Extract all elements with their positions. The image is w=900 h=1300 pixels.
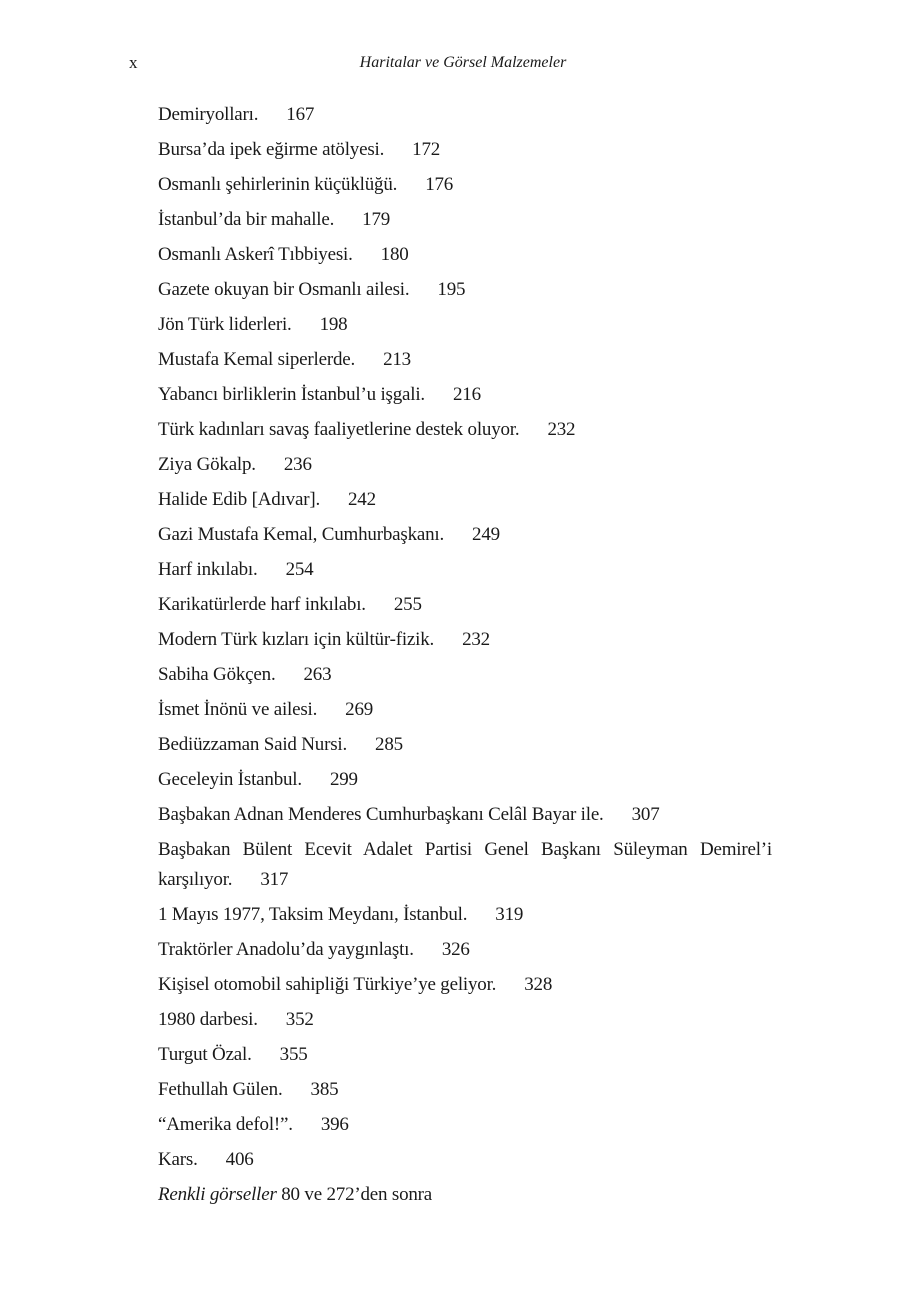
entry-caption: İstanbul’da bir mahalle. xyxy=(158,209,335,230)
list-item xyxy=(158,1075,772,1110)
color-plates-pages: 80 ve 272’den sonra xyxy=(276,1184,433,1205)
entry-caption: Mustafa Kemal siperlerde. xyxy=(158,349,356,370)
list-item xyxy=(158,900,772,935)
entry-caption: 1980 darbesi. xyxy=(158,1009,258,1030)
entry-page-number: 176 xyxy=(425,174,454,195)
entry-page-number: 319 xyxy=(495,904,524,925)
entry-page-number: 352 xyxy=(285,1009,314,1030)
entry-caption: Başbakan Bülent Ecevit Adalet Partisi Genel Başkanı Süleyman Demirel’i karşılıyor. xyxy=(158,839,772,890)
entry-caption: Traktörler Anadolu’da yaygınlaştı. xyxy=(158,939,414,960)
entry-caption: Kars. xyxy=(158,1149,198,1170)
list-item xyxy=(158,485,772,520)
entry-page-number: 317 xyxy=(260,869,289,890)
list-item xyxy=(158,520,772,555)
list-item xyxy=(158,275,772,310)
entry-caption: Kişisel otomobil sahipliği Türkiye’ye geliyor. xyxy=(158,974,497,995)
entry-page-number: 195 xyxy=(437,279,466,300)
list-item xyxy=(158,590,772,625)
list-item xyxy=(158,765,772,800)
list-item xyxy=(158,625,772,660)
list-item xyxy=(158,240,772,275)
entry-page-number: 179 xyxy=(362,209,391,230)
entry-caption: Bediüzzaman Said Nursi. xyxy=(158,734,348,755)
entry-caption: Fethullah Gülen. xyxy=(158,1079,283,1100)
color-plates-note xyxy=(158,1180,772,1215)
entry-page-number: 172 xyxy=(412,139,441,160)
entry-page-number: 242 xyxy=(348,489,376,510)
entry-page-number: 216 xyxy=(452,384,481,405)
entry-caption: Jön Türk liderleri. xyxy=(158,314,292,335)
entry-page-number: 307 xyxy=(631,804,660,825)
list-item xyxy=(158,695,772,730)
list-item xyxy=(158,935,772,970)
entry-page-number: 232 xyxy=(462,629,490,650)
entry-caption: Demiryolları. xyxy=(158,104,259,125)
entry-page-number: 355 xyxy=(279,1044,308,1065)
entry-page-number: 232 xyxy=(547,419,576,440)
entry-caption: Karikatürlerde harf inkılabı. xyxy=(158,594,366,615)
list-item xyxy=(158,170,772,205)
list-item xyxy=(158,1005,772,1040)
entry-caption: Sabiha Gökçen. xyxy=(158,664,276,685)
list-item xyxy=(158,450,772,485)
entry-page-number: 236 xyxy=(283,454,312,475)
entry-page-number: 385 xyxy=(310,1079,339,1100)
entry-page-number: 285 xyxy=(375,734,403,755)
list-item xyxy=(158,380,772,415)
entry-caption: Türk kadınları savaş faaliyetlerine destek oluyor. xyxy=(158,419,520,440)
entry-page-number: 213 xyxy=(383,349,411,370)
list-item xyxy=(158,415,772,450)
color-plates-label: Renkli görseller xyxy=(158,1184,277,1205)
entry-page-number: 299 xyxy=(329,769,358,790)
list-item xyxy=(158,835,772,900)
entry-caption: Yabancı birliklerin İstanbul’u işgali. xyxy=(158,384,425,405)
list-item xyxy=(158,1110,772,1145)
entry-page-number: 198 xyxy=(319,314,348,335)
entry-page-number: 326 xyxy=(441,939,470,960)
list-item xyxy=(158,730,772,765)
list-of-illustrations xyxy=(158,100,772,1215)
entry-caption: Turgut Özal. xyxy=(158,1044,252,1065)
entry-caption: “Amerika defol!”. xyxy=(158,1114,293,1135)
page-number: x xyxy=(129,53,138,72)
list-item xyxy=(158,100,772,135)
entry-caption: Bursa’da ipek eğirme atölyesi. xyxy=(158,139,385,160)
list-item xyxy=(158,205,772,240)
list-item xyxy=(158,135,772,170)
entry-caption: Geceleyin İstanbul. xyxy=(158,769,302,790)
entry-page-number: 167 xyxy=(286,104,315,125)
entry-page-number: 249 xyxy=(472,524,500,545)
entry-page-number: 328 xyxy=(524,974,553,995)
list-item xyxy=(158,970,772,1005)
entry-caption: Ziya Gökalp. xyxy=(158,454,256,475)
entry-page-number: 263 xyxy=(303,664,332,685)
entry-caption: İsmet İnönü ve ailesi. xyxy=(158,699,318,720)
list-item xyxy=(158,800,772,835)
list-item xyxy=(158,555,772,590)
entry-page-number: 254 xyxy=(285,559,314,580)
entry-caption: Osmanlı şehirlerinin küçüklüğü. xyxy=(158,174,398,195)
running-head-title: Haritalar ve Görsel Malzemeler xyxy=(359,54,567,71)
list-item xyxy=(158,1145,772,1180)
entry-page-number: 255 xyxy=(393,594,422,615)
list-item xyxy=(158,345,772,380)
entry-caption: Halide Edib [Adıvar]. xyxy=(158,489,320,510)
entry-caption: 1 Mayıs 1977, Taksim Meydanı, İstanbul. xyxy=(158,904,468,925)
entry-caption: Başbakan Adnan Menderes Cumhurbaşkanı Celâl Bayar ile. xyxy=(158,804,604,825)
entry-caption: Osmanlı Askerî Tıbbiyesi. xyxy=(158,244,353,265)
list-item xyxy=(158,310,772,345)
entry-caption: Modern Türk kızları için kültür-fizik. xyxy=(158,629,435,650)
list-item xyxy=(158,660,772,695)
entry-page-number: 180 xyxy=(380,244,409,265)
entry-caption: Harf inkılabı. xyxy=(158,559,258,580)
entry-caption: Gazete okuyan bir Osmanlı ailesi. xyxy=(158,279,410,300)
entry-caption: Gazi Mustafa Kemal, Cumhurbaşkanı. xyxy=(158,524,445,545)
entry-page-number: 396 xyxy=(320,1114,349,1135)
entry-page-number: 406 xyxy=(225,1149,254,1170)
list-item xyxy=(158,1040,772,1075)
entry-page-number: 269 xyxy=(345,699,374,720)
